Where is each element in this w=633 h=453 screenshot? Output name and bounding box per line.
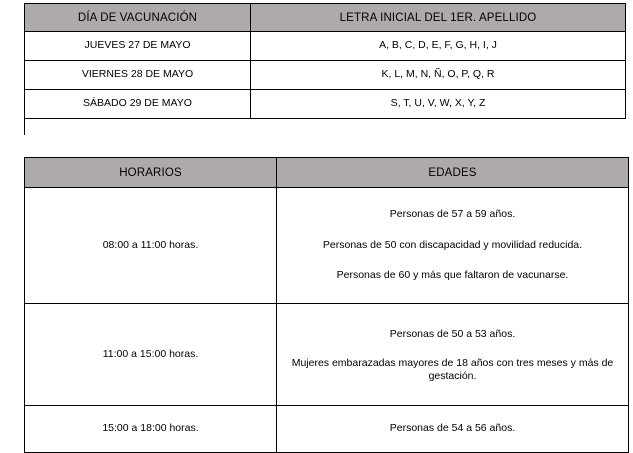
table-row (25, 61, 626, 90)
cell-ages (277, 304, 629, 406)
cell-day: VIERNES 28 DE MAYO (25, 61, 251, 90)
cell-day: JUEVES 27 DE MAYO (25, 32, 251, 61)
age-line: Mujeres embarazadas mayores de 18 años con tres meses y más de gestación. (291, 356, 614, 383)
table-header-row (25, 4, 626, 32)
cell-schedule: 15:00 a 18:00 horas. (25, 406, 277, 453)
cell-empty (25, 119, 251, 136)
table-row (25, 32, 626, 61)
age-line: Personas de 60 y más que faltaron de vacunarse. (336, 269, 569, 282)
table-trailing-empty-row (25, 119, 626, 136)
cell-day: SÁBADO 29 DE MAYO (25, 90, 251, 119)
cell-ages (277, 406, 629, 453)
column-header-edades: EDADES (277, 158, 629, 188)
column-header-letter: LETRA INICIAL DEL 1ER. APELLIDO (251, 4, 626, 32)
schedule-age-table (24, 157, 629, 453)
age-line: Personas de 50 con discapacidad y movilidad reducida. (322, 238, 583, 251)
table-row (25, 304, 629, 406)
cell-letters: K, L, M, N, Ñ, O, P, Q, R (251, 61, 626, 90)
table-row (25, 188, 629, 304)
cell-schedule: 08:00 a 11:00 horas. (25, 188, 277, 304)
cell-ages (277, 188, 629, 304)
vaccination-day-table (24, 3, 626, 135)
column-header-day: DÍA DE VACUNACIÓN (25, 4, 251, 32)
age-line: Personas de 54 a 56 años. (389, 422, 516, 435)
cell-letters: S, T, U, V, W, X, Y, Z (251, 90, 626, 119)
cell-letters: A, B, C, D, E, F, G, H, I, J (251, 32, 626, 61)
column-header-horarios: HORARIOS (25, 158, 277, 188)
cell-empty (251, 119, 626, 136)
age-line: Personas de 50 a 53 años. (389, 328, 516, 341)
table-row (25, 406, 629, 453)
cell-schedule: 11:00 a 15:00 horas. (25, 304, 277, 406)
age-line: Personas de 57 a 59 años. (389, 208, 516, 221)
table-row (25, 90, 626, 119)
table-header-row (25, 158, 629, 188)
